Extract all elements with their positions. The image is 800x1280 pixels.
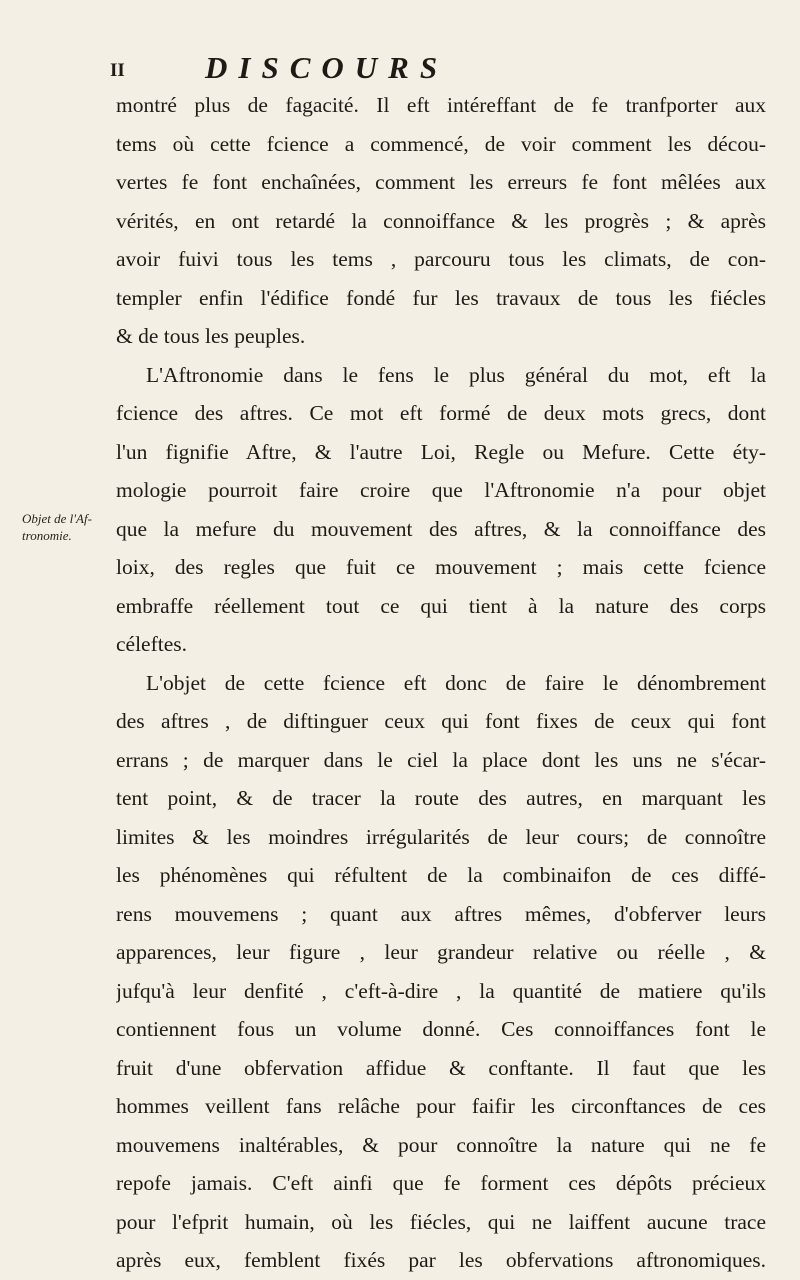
text-line: vertes fe font enchaînées, comment les erreurs fe font mêlées aux <box>116 170 766 194</box>
text-line: rens mouvemens ; quant aux aftres mêmes, d'obferver leurs <box>116 901 766 926</box>
text-line: céleftes. <box>116 632 188 656</box>
text-line: hommes veillent fans relâche pour faifir les circonftances de ces <box>116 1094 766 1118</box>
text-line: des aftres , de diftinguer ceux qui font fixes de ceux qui font <box>116 709 766 733</box>
margin-note-line: Objet de l'Af- <box>22 511 92 526</box>
text-line: errans ; de marquer dans le ciel la place dont les uns ne s'écar- <box>116 747 766 772</box>
text-line: jufqu'à leur denfité , c'eft-à-dire , la quantité de matiere qu'ils <box>116 978 766 1003</box>
page-number: II <box>110 60 125 81</box>
paragraph-start-line: L'objet de cette fcience eft donc de faire le dénombrement <box>146 670 766 695</box>
text-line: contiennent fous un volume donné. Ces connoiffances font le <box>116 1017 766 1041</box>
text-line: pour l'efprit humain, où les fiécles, qui ne laiffent aucune trace <box>116 1209 766 1234</box>
text-line: limites & les moindres irrégularités de leur cours; de connoître <box>116 824 766 849</box>
text-line: & de tous les peuples. <box>116 324 306 348</box>
text-line: fruit d'une obfervation affidue & conftante. Il faut que les <box>116 1055 766 1080</box>
text-line: montré plus de fagacité. Il eft intéreffant de fe tranfporter aux <box>116 93 766 117</box>
text-line: fcience des aftres. Ce mot eft formé de deux mots grecs, dont <box>116 401 766 425</box>
text-line: mologie pourroit faire croire que l'Aftronomie n'a pour objet <box>116 478 766 502</box>
text-line: tems où cette fcience a commencé, de voir comment les décou- <box>116 131 766 156</box>
text-line: l'un fignifie Aftre, & l'autre Loi, Regle ou Mefure. Cette éty- <box>116 439 766 464</box>
text-line: avoir fuivi tous les tems , parcouru tous les climats, de con- <box>116 247 766 271</box>
running-head: DISCOURS <box>205 50 449 85</box>
text-line: embraffe réellement tout ce qui tient à la nature des corps <box>116 593 766 618</box>
body-text <box>116 86 766 1280</box>
text-line: vérités, en ont retardé la connoiffance & les progrès ; & après <box>116 208 766 233</box>
text-line: repofe jamais. C'eft ainfi que fe forment ces dépôts précieux <box>116 1171 766 1195</box>
text-line: après eux, femblent fixés par les obfervations aftronomiques. <box>116 1248 766 1272</box>
margin-note <box>22 510 110 544</box>
paragraph-start-line: L'Aftronomie dans le fens le plus général du mot, eft la <box>146 362 766 387</box>
text-line: loix, des regles que fuit ce mouvement ; mais cette fcience <box>116 555 766 579</box>
text-line: les phénomènes qui réfultent de la combinaifon de ces diffé- <box>116 863 766 887</box>
text-line: templer enfin l'édifice fondé fur les travaux de tous les fiécles <box>116 285 766 310</box>
text-line: mouvemens inaltérables, & pour connoître la nature qui ne fe <box>116 1132 766 1157</box>
text-line: apparences, leur figure , leur grandeur relative ou réelle , & <box>116 940 766 964</box>
text-line: tent point, & de tracer la route des autres, en marquant les <box>116 786 766 810</box>
margin-note-line: tronomie. <box>22 528 72 543</box>
text-line: que la mefure du mouvement des aftres, & la connoiffance des <box>116 516 766 541</box>
